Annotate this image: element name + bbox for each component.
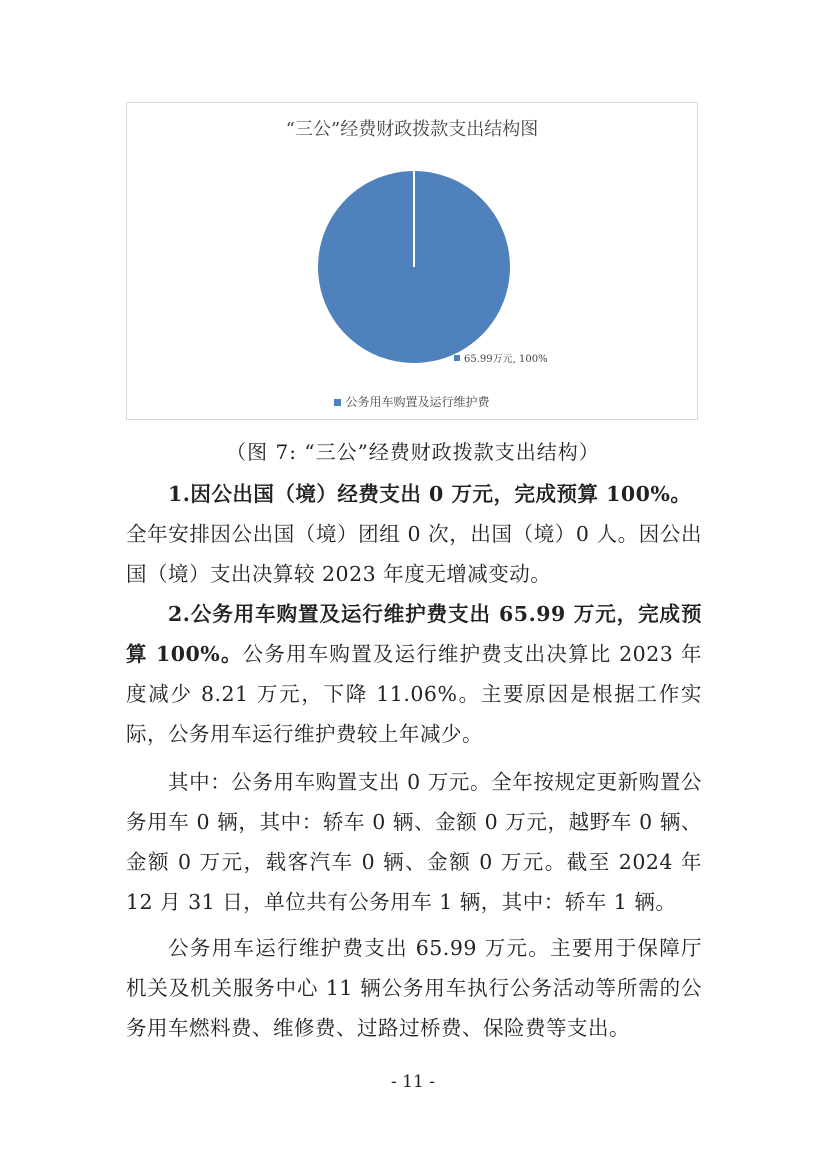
- legend-label: 公务用车购置及运行维护费: [345, 395, 490, 409]
- maintenance-paragraph: 公务用车运行维护费支出 65.99 万元。主要用于保障厅机关及机关服务中心 11 辆公务用车执行公务活动等所需的公务用车燃料费、维修费、过路过桥费、保险费等支出。: [126, 936, 702, 1040]
- chart-legend: [127, 393, 697, 410]
- section-1-heading: 1.因公出国（境）经费支出 0 万元，完成预算 100%。: [168, 482, 692, 506]
- section-2-paragraph: [126, 594, 702, 754]
- section-2-heading: 2.公务用车购置及运行维护费支出 65.99 万元，完成预算 100%。: [126, 602, 702, 666]
- pie-chart: [127, 103, 699, 421]
- pie-data-label: 65.99万元, 100%: [464, 354, 548, 365]
- section-1-body: 全年安排因公出国（境）团组 0 次，出国（境）0 人。因公出国（境）支出决算较 2023 年度无增减变动。: [126, 522, 702, 586]
- legend-swatch: [334, 399, 341, 406]
- purchase-paragraph: 其中：公务用车购置支出 0 万元。全年按规定更新购置公务用车 0 辆，其中：轿车 0 辆、金额 0 万元，越野车 0 辆、金额 0 万元，载客汽车 0 辆、金额 0 万元。截至 2024 年 12 月 31 日，单位共有公务用车 1 辆，其中：轿车 1 辆。: [126, 770, 702, 914]
- page-number: - 11 -: [391, 1072, 435, 1092]
- figure-caption: （图 7: “三公”经费财政拨款支出结构）: [226, 440, 600, 464]
- chart-title: “三公”经费财政拨款支出结构图: [285, 119, 539, 140]
- pie-chart-container: [126, 102, 698, 420]
- section-2-body: 公务用车购置及运行维护费支出决算比 2023 年度减少 8.21 万元，下降 11.06%。主要原因是根据工作实际，公务用车运行维护费较上年减少。: [126, 642, 702, 746]
- data-label-marker: [454, 355, 460, 361]
